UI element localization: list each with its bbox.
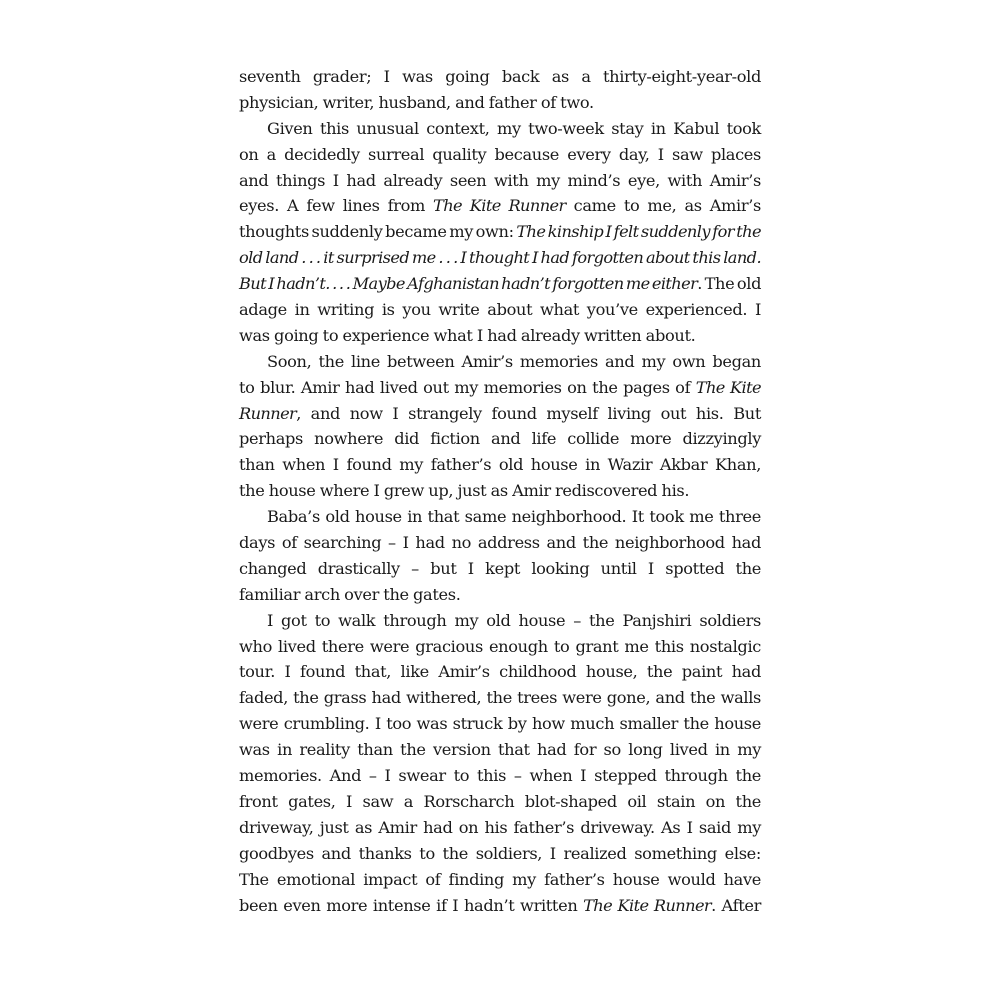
italic-text: But I hadn’t. . . . Maybe Afghanistan hadn’t forgotten me either — [239, 274, 698, 294]
text-line — [239, 556, 761, 582]
text-line — [239, 116, 761, 142]
italic-text: Runner — [239, 403, 297, 423]
text-segment: Baba’s old house in that same neighborhood. It took me three — [267, 507, 761, 527]
text-line — [239, 737, 761, 763]
text-segment: was in reality than the version that had for so long lived in my — [239, 740, 761, 760]
book-page-text — [239, 64, 761, 918]
text-line — [239, 219, 761, 245]
text-line — [239, 582, 761, 608]
text-line — [239, 193, 761, 219]
text-segment: The emotional impact of finding my father’s house would have — [239, 869, 761, 889]
text-line — [239, 893, 761, 919]
text-segment: eyes. A few lines from — [239, 196, 434, 216]
text-segment: faded, the grass had withered, the trees were gone, and the walls — [239, 688, 761, 708]
text-line — [239, 867, 761, 893]
text-line — [239, 245, 761, 271]
text-segment: on a decidedly surreal quality because every day, I saw places — [239, 144, 761, 164]
text-segment: been even more intense if I hadn’t written — [239, 895, 584, 915]
paragraph — [239, 64, 761, 116]
text-segment: perhaps nowhere did fiction and life collide more dizzyingly — [239, 429, 761, 449]
text-line — [239, 323, 761, 349]
text-segment: front gates, I saw a Rorscharch blot-shaped oil stain on the — [239, 791, 761, 811]
text-segment: driveway, just as Amir had on his father’s driveway. As I said my — [239, 817, 761, 837]
text-segment: were crumbling. I too was struck by how much smaller the house — [239, 714, 761, 734]
text-line — [239, 64, 761, 90]
text-segment: I got to walk through my old house – the Panjshiri soldiers — [267, 610, 761, 630]
text-segment: the house where I grew up, just as Amir rediscovered his. — [239, 481, 690, 501]
text-line — [239, 142, 761, 168]
text-segment: , and now I strangely found myself living out his. But — [296, 403, 761, 423]
text-line — [239, 608, 761, 634]
text-segment: who lived there were gracious enough to grant me this nostalgic — [239, 636, 761, 656]
text-line — [239, 634, 761, 660]
text-segment: was going to experience what I had already written about. — [239, 325, 696, 345]
text-line — [239, 375, 761, 401]
text-segment: days of searching – I had no address and the neighborhood had — [239, 533, 761, 553]
text-line — [239, 659, 761, 685]
text-line — [239, 685, 761, 711]
text-segment: tour. I found that, like Amir’s childhood house, the paint had — [239, 662, 761, 682]
text-segment: memories. And – I swear to this – when I stepped through the — [239, 766, 761, 786]
text-segment: . The old — [697, 274, 762, 294]
text-line — [239, 426, 761, 452]
text-segment: seventh grader; I was going back as a thirty-eight-year-old — [239, 67, 761, 86]
text-line — [239, 815, 761, 841]
text-segment: . After — [711, 895, 761, 915]
text-segment: changed drastically – but I kept looking until I spotted the — [239, 558, 761, 578]
text-segment: Soon, the line between Amir’s memories and my own began — [267, 351, 761, 371]
text-segment: than when I found my father’s old house in Wazir Akbar Khan, — [239, 455, 761, 475]
paragraph — [239, 504, 761, 608]
italic-text: The Kite Runner — [583, 895, 712, 915]
italic-text: The kinship I felt suddenly for the — [516, 222, 761, 242]
text-line — [239, 478, 761, 504]
italic-text: The Kite Runner — [433, 196, 566, 216]
text-line — [239, 452, 761, 478]
text-segment: thoughts suddenly became my own: — [239, 222, 517, 242]
italic-text: The Kite — [695, 377, 761, 397]
text-line — [239, 530, 761, 556]
text-segment: Given this unusual context, my two-week stay in Kabul took — [267, 118, 761, 138]
text-line — [239, 349, 761, 375]
text-segment: to blur. Amir had lived out my memories on the pages of — [239, 377, 696, 397]
text-line — [239, 401, 761, 427]
text-segment: physician, writer, husband, and father of two. — [239, 92, 594, 112]
text-segment: came to me, as Amir’s — [565, 196, 761, 216]
italic-text: old land . . . it surprised me . . . I thought I had forgotten about this land. — [239, 248, 761, 268]
paragraph — [239, 116, 761, 349]
text-segment: adage in writing is you write about what you’ve experienced. I — [239, 300, 761, 320]
paragraph — [239, 608, 761, 919]
text-segment: goodbyes and thanks to the soldiers, I realized something else: — [239, 843, 761, 863]
text-line — [239, 90, 761, 116]
text-line — [239, 789, 761, 815]
text-line — [239, 504, 761, 530]
text-line — [239, 297, 761, 323]
text-line — [239, 841, 761, 867]
text-line — [239, 763, 761, 789]
text-line — [239, 168, 761, 194]
text-line — [239, 711, 761, 737]
text-segment: and things I had already seen with my mind’s eye, with Amir’s — [239, 170, 761, 190]
text-segment: familiar arch over the gates. — [239, 584, 461, 604]
text-line — [239, 271, 761, 297]
paragraph — [239, 349, 761, 504]
